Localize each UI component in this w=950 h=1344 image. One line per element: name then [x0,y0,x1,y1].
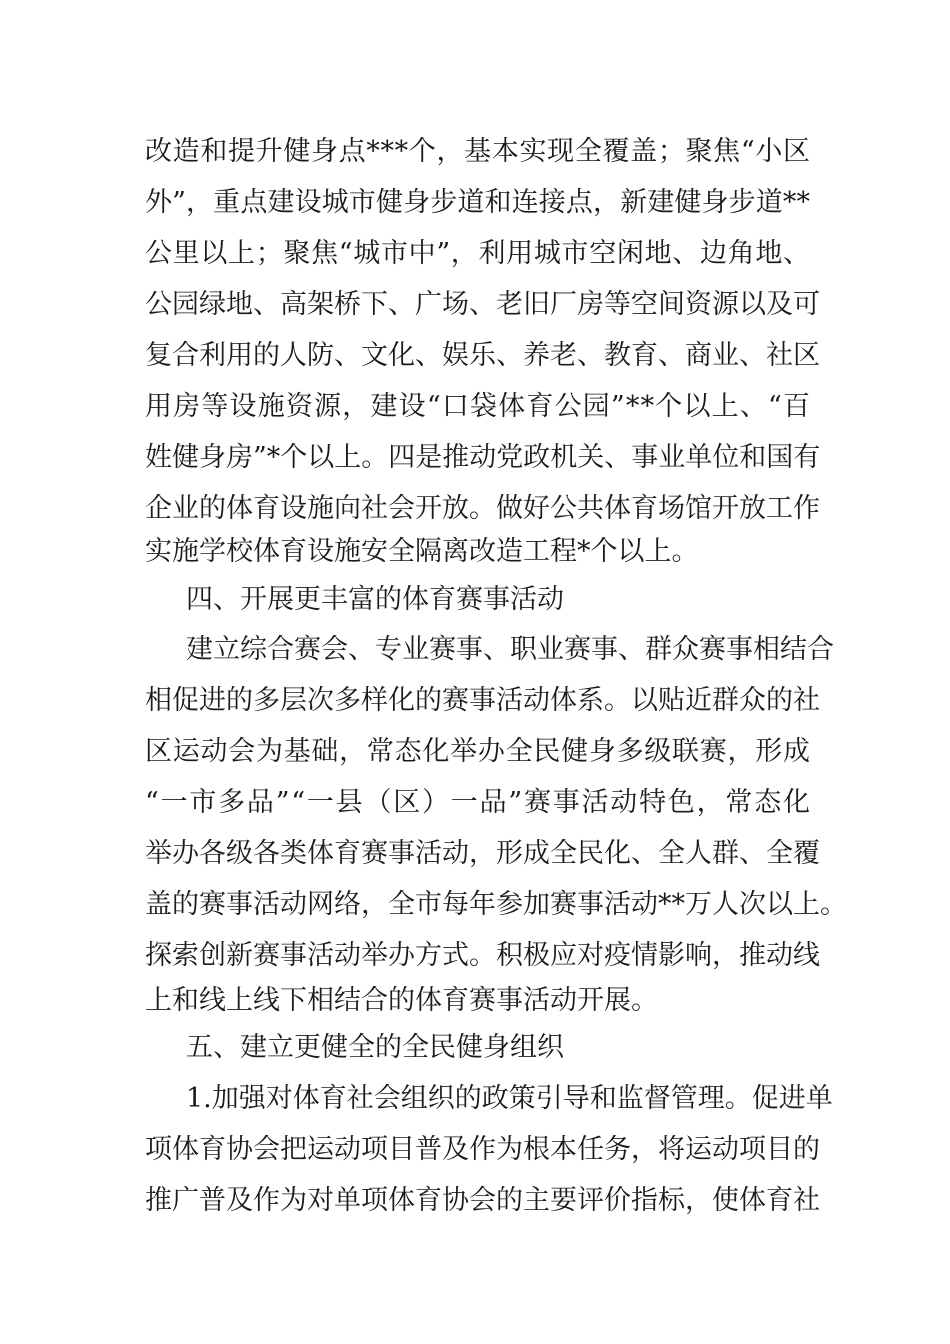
text-line: 建立综合赛会、专业赛事、职业赛事、群众赛事相结合 [186,634,834,665]
text-line: 项体育协会把运动项目普及作为根本任务，将运动项目的 [145,1134,820,1165]
text-line: 改造和提升健身点***个，基本实现全覆盖；聚焦“小区 [145,136,811,167]
text-line: 推广普及作为对单项体育协会的主要评价指标，使体育社 [145,1185,820,1216]
section-heading: 四、开展更丰富的体育赛事活动 [186,584,564,615]
text-line: 1.加强对体育社会组织的政策引导和监督管理。促进单 [186,1083,833,1114]
text-line: 举办各级各类体育赛事活动，形成全民化、全人群、全覆 [145,838,820,869]
text-line: 探索创新赛事活动举办方式。积极应对疫情影响，推动线 [145,940,820,971]
text-line: 用房等设施资源，建设“口袋体育公园”**个以上、“百 [145,391,812,422]
text-line: 企业的体育设施向社会开放。做好公共体育场馆开放工作 [145,493,820,524]
text-line: “一市多品”“一县（区）一品”赛事活动特色，常态化 [145,787,812,818]
text-line: 姓健身房”*个以上。四是推动党政机关、事业单位和国有 [145,442,821,473]
section-heading: 五、建立更健全的全民健身组织 [186,1032,564,1063]
text-line: 相促进的多层次多样化的赛事活动体系。以贴近群众的社 [145,685,820,716]
text-line: 复合利用的人防、文化、娱乐、养老、教育、商业、社区 [145,340,820,371]
text-line: 公园绿地、高架桥下、广场、老旧厂房等空间资源以及可 [145,289,820,320]
text-line: 公里以上；聚焦“城市中”，利用城市空闲地、边角地、 [145,238,811,269]
text-line: 盖的赛事活动网络，全市每年参加赛事活动**万人次以上。 [145,889,847,920]
text-line: 外”，重点建设城市健身步道和连接点，新建健身步道** [145,187,811,218]
text-line: 实施学校体育设施安全隔离改造工程*个以上。 [145,536,699,567]
text-line: 区运动会为基础，常态化举办全民健身多级联赛，形成 [145,736,811,767]
text-line: 上和线上线下相结合的体育赛事活动开展。 [145,985,658,1016]
